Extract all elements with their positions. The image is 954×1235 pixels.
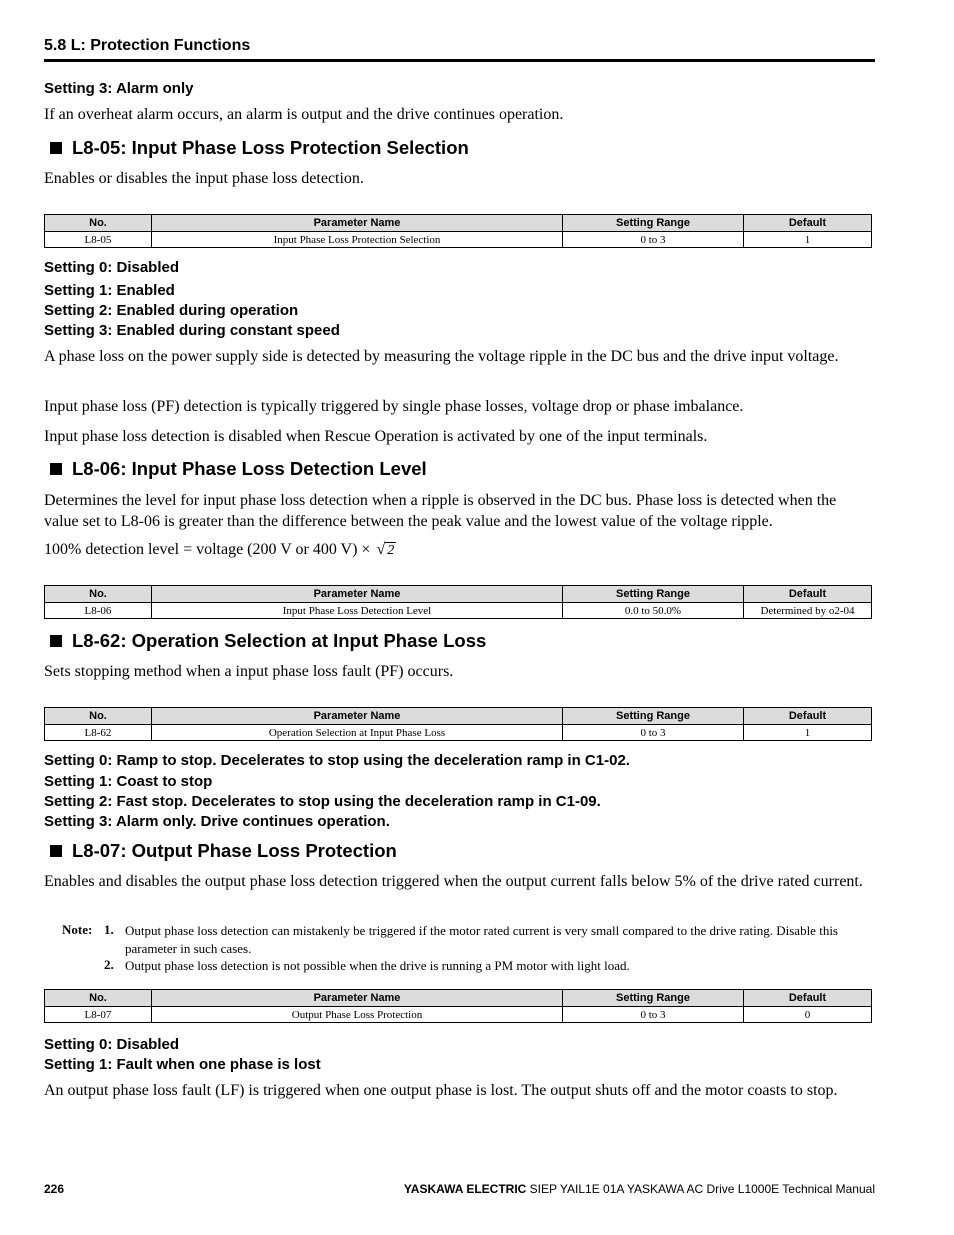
table-row <box>45 603 872 619</box>
sqrt-symbol: √ 2 <box>376 541 395 558</box>
setting-label: Setting 0: Disabled <box>44 1036 180 1053</box>
table-row <box>45 1007 872 1023</box>
note-text: Output phase loss detection is not possible when the drive is running a PM motor with light load. <box>125 958 630 973</box>
cell-default: 1 <box>744 725 872 741</box>
cell-parameter-name: Output Phase Loss Protection <box>152 1007 563 1023</box>
page-number: 226 <box>44 1182 65 1196</box>
parameter-table-l8-06 <box>44 585 872 619</box>
cell-setting-range: 0 to 3 <box>563 1007 744 1023</box>
setting-label: Setting 0: Ramp to stop. Decelerates to stop using the deceleration ramp in C1-02. <box>44 752 630 769</box>
setting-label: Setting 3: Alarm only <box>44 80 194 97</box>
setting-label: Setting 1: Coast to stop <box>44 773 213 790</box>
note-number: 2. <box>104 957 114 972</box>
cell-parameter-name: Input Phase Loss Protection Selection <box>152 232 563 248</box>
cell-no: L8-62 <box>45 725 152 741</box>
table-row <box>45 232 872 248</box>
paragraph: Determines the level for input phase loss detection when a ripple is observed in the DC bus. Phase loss is detected when the value set to L8-06 is greater than the difference between the peak value and the lowest value of the voltage ripple. <box>44 492 837 530</box>
sqrt-value: 2 <box>387 543 395 558</box>
cell-parameter-name: Input Phase Loss Detection Level <box>152 603 563 619</box>
paragraph: Sets stopping method when a input phase loss fault (PF) occurs. <box>44 663 454 680</box>
setting-label: Setting 1: Enabled <box>44 282 175 299</box>
cell-no: L8-07 <box>45 1007 152 1023</box>
col-header-no: No. <box>45 990 152 1007</box>
paragraph: Enables and disables the output phase loss detection triggered when the output current falls below 5% of the drive rated current. <box>44 873 863 890</box>
section-heading-l8-07 <box>50 840 397 862</box>
setting-label: Setting 2: Fast stop. Decelerates to stop using the deceleration ramp in C1-09. <box>44 793 601 810</box>
cell-no: L8-06 <box>45 603 152 619</box>
col-header-parameter-name: Parameter Name <box>152 708 563 725</box>
section-title: 5.8 L: Protection Functions <box>44 37 251 54</box>
col-header-setting-range: Setting Range <box>563 990 744 1007</box>
section-heading-l8-05 <box>50 137 469 159</box>
paragraph: Input phase loss (PF) detection is typically triggered by single phase losses, voltage drop or phase imbalance. <box>44 398 744 415</box>
cell-no: L8-05 <box>45 232 152 248</box>
formula <box>44 540 874 562</box>
note-text: Output phase loss detection can mistakenly be triggered if the motor rated current is very small compared to the drive rating. Disable this parameter in such cases. <box>125 923 838 956</box>
header-rule <box>44 59 875 62</box>
col-header-setting-range: Setting Range <box>563 708 744 725</box>
cell-default: 1 <box>744 232 872 248</box>
cell-default: 0 <box>744 1007 872 1023</box>
heading-bullet-icon <box>50 142 62 154</box>
heading-text: L8-62: Operation Selection at Input Phase Loss <box>72 630 487 651</box>
parameter-table-l8-07 <box>44 989 872 1023</box>
heading-text: L8-07: Output Phase Loss Protection <box>72 840 397 861</box>
parameter-table-l8-05 <box>44 214 872 248</box>
footer-brand: YASKAWA ELECTRIC <box>403 1182 527 1196</box>
col-header-setting-range: Setting Range <box>563 215 744 232</box>
setting-label: Setting 3: Enabled during constant speed <box>44 322 340 339</box>
cell-setting-range: 0.0 to 50.0% <box>563 603 744 619</box>
note-label: Note: <box>62 922 93 937</box>
col-header-default: Default <box>744 990 872 1007</box>
col-header-parameter-name: Parameter Name <box>152 586 563 603</box>
setting-label: Setting 0: Disabled <box>44 259 180 276</box>
paragraph: A phase loss on the power supply side is detected by measuring the voltage ripple in the DC bus and the drive input voltage. <box>44 348 839 365</box>
cell-setting-range: 0 to 3 <box>563 725 744 741</box>
footer-doc-info <box>404 1182 875 1196</box>
col-header-setting-range: Setting Range <box>563 586 744 603</box>
heading-bullet-icon <box>50 463 62 475</box>
col-header-parameter-name: Parameter Name <box>152 215 563 232</box>
col-header-default: Default <box>744 586 872 603</box>
col-header-no: No. <box>45 708 152 725</box>
paragraph: If an overheat alarm occurs, an alarm is output and the drive continues operation. <box>44 106 564 123</box>
formula-text: 100% detection level = voltage (200 V or 400 V) × <box>44 541 371 558</box>
footer-doc-title: SIEP YAIL1E 01A YASKAWA AC Drive L1000E Technical Manual <box>526 1182 875 1196</box>
setting-label: Setting 1: Fault when one phase is lost <box>44 1056 321 1073</box>
heading-text: L8-05: Input Phase Loss Protection Selection <box>72 137 469 158</box>
col-header-default: Default <box>744 215 872 232</box>
note-number: 1. <box>104 922 114 937</box>
cell-setting-range: 0 to 3 <box>563 232 744 248</box>
parameter-table-l8-62 <box>44 707 872 741</box>
section-heading-l8-06 <box>50 458 427 480</box>
heading-bullet-icon <box>50 635 62 647</box>
table-row <box>45 725 872 741</box>
cell-parameter-name: Operation Selection at Input Phase Loss <box>152 725 563 741</box>
paragraph: Input phase loss detection is disabled when Rescue Operation is activated by one of the input terminals. <box>44 428 708 445</box>
heading-text: L8-06: Input Phase Loss Detection Level <box>72 458 427 479</box>
col-header-no: No. <box>45 215 152 232</box>
paragraph: An output phase loss fault (LF) is triggered when one output phase is lost. The output shuts off and the motor coasts to stop. <box>44 1082 838 1099</box>
setting-label: Setting 3: Alarm only. Drive continues operation. <box>44 813 390 830</box>
heading-bullet-icon <box>50 845 62 857</box>
col-header-no: No. <box>45 586 152 603</box>
col-header-default: Default <box>744 708 872 725</box>
paragraph: Enables or disables the input phase loss detection. <box>44 170 364 187</box>
col-header-parameter-name: Parameter Name <box>152 990 563 1007</box>
cell-default: Determined by o2-04 <box>744 603 872 619</box>
section-heading-l8-62 <box>50 630 486 652</box>
setting-label: Setting 2: Enabled during operation <box>44 302 299 319</box>
